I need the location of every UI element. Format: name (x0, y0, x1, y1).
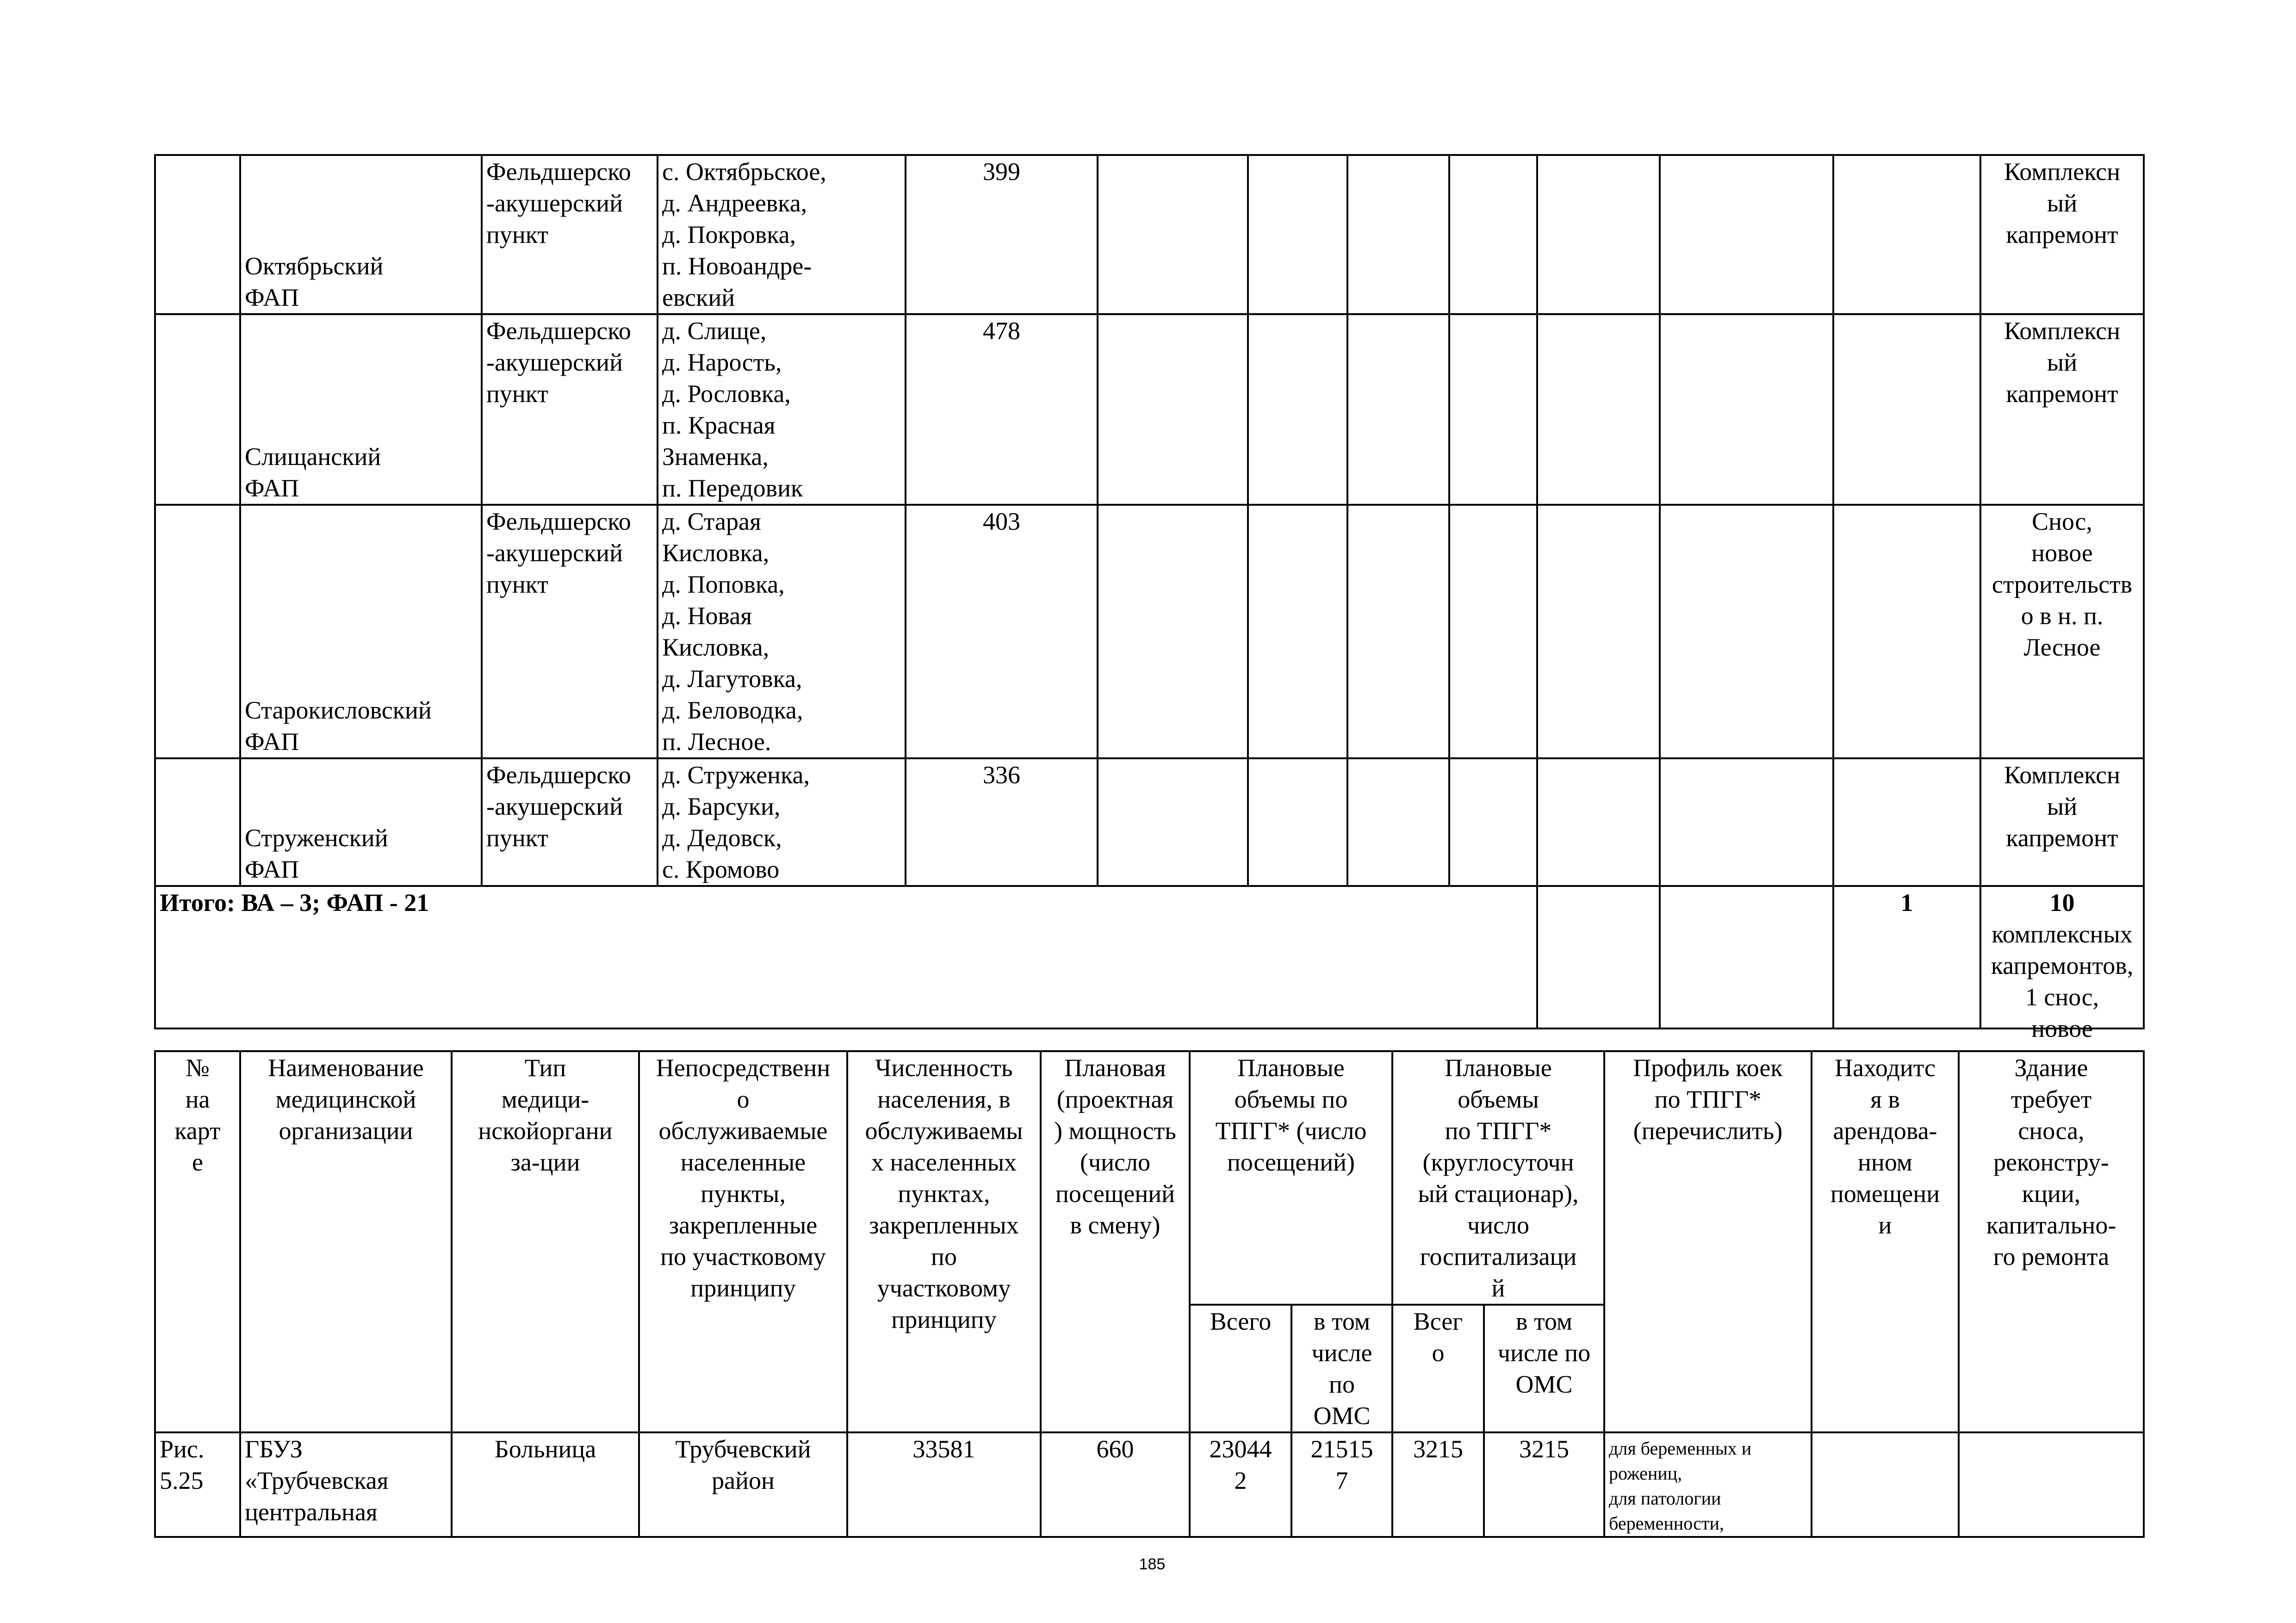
building-status: Комплексн ый капремонт (1980, 155, 2144, 314)
facility-name: Струженский ФАП (240, 758, 482, 886)
building-status: Снос, новое строительств о в н. п. Лесное (1980, 505, 2144, 758)
facility-name: Старокисловский ФАП (240, 505, 482, 758)
population: 403 (906, 505, 1098, 758)
served-localities: д. Старая Кисловка, д. Поповка, д. Новая Кисловка, д. Лагутовка, д. Беловодка, п. Лесное. (658, 505, 906, 758)
header-building: Здание требует сноса, реконстру- кции, капитально- го ремонта (1959, 1051, 2144, 1432)
facilities-table (154, 1050, 2145, 1538)
population: 478 (906, 314, 1098, 505)
header-hospitalizations: Плановые объемы по ТПГГ* (круглосуточн ый стационар), число госпитализаци й (1392, 1051, 1604, 1305)
served-localities: д. Струженка, д. Барсуки, д. Дедовск, с. Кромово (658, 758, 906, 886)
map-no-cell (155, 155, 240, 314)
table-row (155, 505, 2144, 758)
building-status: Комплексн ый капремонт (1980, 314, 2144, 505)
total-building-status (1980, 886, 2144, 1042)
population: 33581 (847, 1432, 1041, 1537)
org-type: Больница (452, 1432, 639, 1537)
population: 399 (906, 155, 1098, 314)
facility-name: Октябрьский ФАП (240, 155, 482, 314)
facility-type: Фельдшерско -акушерский пункт (482, 314, 658, 505)
visits-oms: 21515 7 (1291, 1432, 1392, 1537)
map-no: Рис. 5.25 (155, 1432, 240, 1537)
table-row (155, 758, 2144, 886)
header-leased: Находитс я в арендова- нном помещени и (1812, 1051, 1959, 1432)
served-localities: д. Слище, д. Нарость, д. Рословка, п. Красная Знаменка, п. Передовик (658, 314, 906, 505)
table-row (155, 314, 2144, 505)
header-bed-profile: Профиль коек по ТПГГ* (перечислить) (1604, 1051, 1812, 1432)
header-org-type: Тип медици- нскойоргани за-ции (452, 1051, 639, 1432)
building-status: Комплексн ый капремонт (1980, 758, 2144, 886)
facility-type: Фельдшерско -акушерский пункт (482, 758, 658, 886)
leased-cell (1812, 1432, 1959, 1537)
total-row (155, 886, 2144, 1028)
visits-total: 23044 2 (1190, 1432, 1291, 1537)
page-number: 185 (1139, 1555, 1166, 1573)
total-repairs-text: комплексных капремонтов, 1 снос, новое (1991, 920, 2134, 1042)
table-row (155, 1432, 2144, 1537)
served-localities: Трубчевский район (639, 1432, 847, 1537)
facility-type: Фельдшерско -акушерский пункт (482, 505, 658, 758)
total-leased: 1 (1833, 886, 1980, 1028)
header-localities: Непосредственн о обслуживаемые населенные пункты, закрепленные по участковому принципу (639, 1051, 847, 1432)
header-capacity: Плановая (проектная ) мощность (число посещений в смену) (1041, 1051, 1190, 1432)
header-org-name: Наименование медицинской организации (240, 1051, 452, 1432)
served-localities: с. Октябрьское, д. Андреевка, д. Покровка, п. Новоандре- евский (658, 155, 906, 314)
header-population: Численность населения, в обслуживаемы х населенных пунктах, закрепленных по участковому принципу (847, 1051, 1041, 1432)
total-repairs-count: 10 (2049, 889, 2075, 917)
facilities-table-continued (154, 154, 2145, 1042)
hosp-oms: 3215 (1484, 1432, 1604, 1537)
org-name: ГБУЗ «Трубчевская центральная (240, 1432, 452, 1537)
bed-profile: для беременных и рожениц, для патологии беременности, (1604, 1432, 1812, 1537)
hosp-total: 3215 (1392, 1432, 1484, 1537)
header-hosp-total: Всег о (1392, 1305, 1484, 1432)
header-row (155, 1051, 2144, 1305)
building-cell (1959, 1432, 2144, 1537)
map-no-cell (155, 758, 240, 886)
total-label: Итого: ВА – 3; ФАП - 21 (155, 886, 1537, 1028)
header-visits: Плановые объемы по ТПГГ* (число посещений) (1190, 1051, 1392, 1305)
header-map-no: № на карт е (155, 1051, 240, 1432)
map-no-cell (155, 505, 240, 758)
header-visits-total: Всего (1190, 1305, 1291, 1432)
facility-name: Слищанский ФАП (240, 314, 482, 505)
table-row (155, 155, 2144, 314)
header-hosp-oms: в том числе по ОМС (1484, 1305, 1604, 1432)
population: 336 (906, 758, 1098, 886)
map-no-cell (155, 314, 240, 505)
header-visits-oms: в том числе по ОМС (1291, 1305, 1392, 1432)
facility-type: Фельдшерско -акушерский пункт (482, 155, 658, 314)
capacity: 660 (1041, 1432, 1190, 1537)
